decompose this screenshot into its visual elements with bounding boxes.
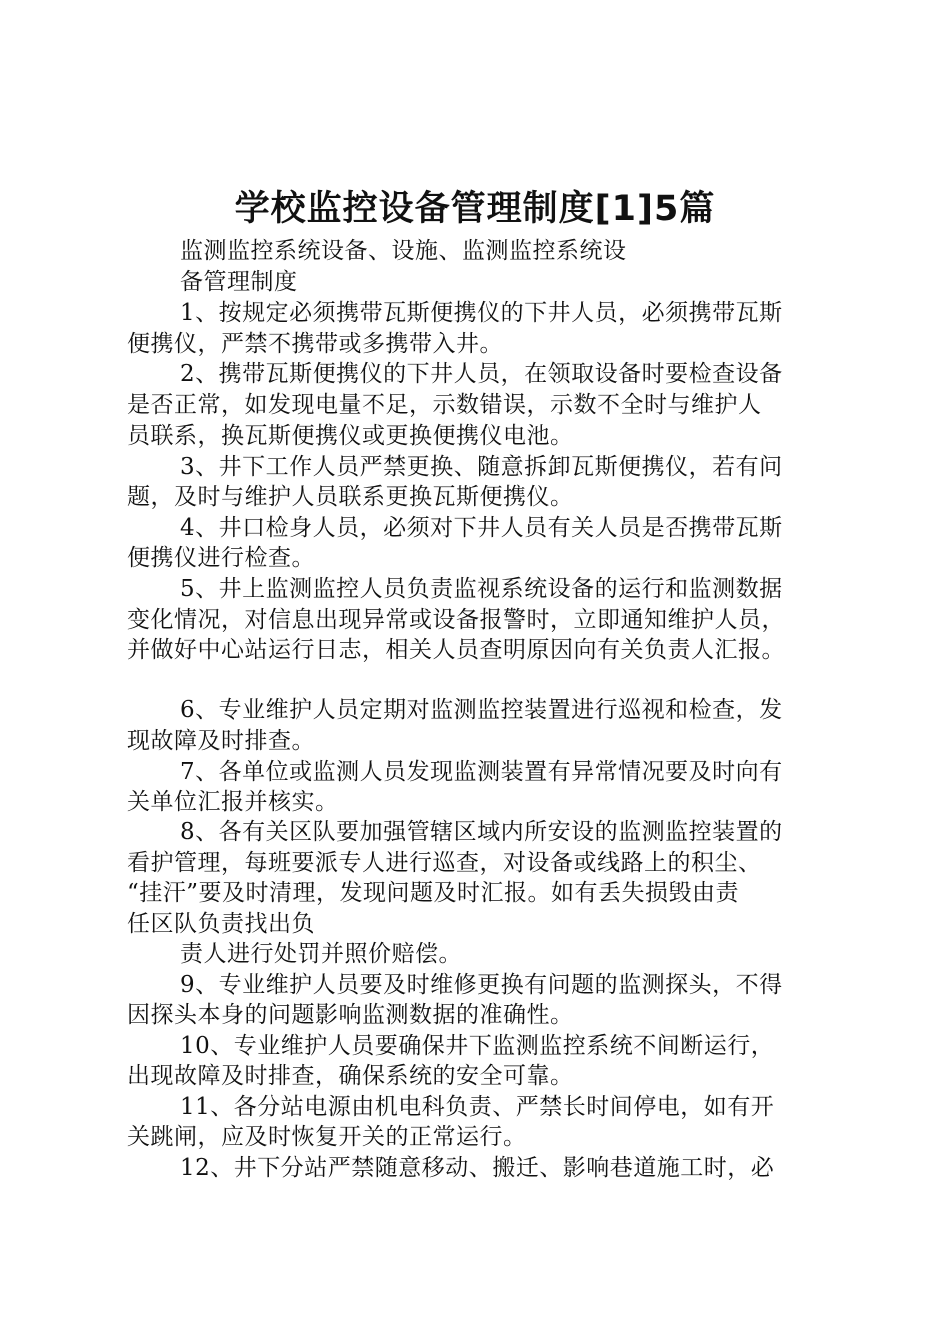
- text-line: 1、按规定必须携带瓦斯便携仪的下井人员，必须携带瓦斯: [180, 300, 783, 326]
- text-line: 12、井下分站严禁随意移动、搬迁、影响巷道施工时，必: [180, 1155, 775, 1181]
- text-line: 2、携带瓦斯便携仪的下井人员，在领取设备时要检查设备: [180, 361, 783, 387]
- text-line: 8、各有关区队要加强管辖区域内所安设的监测监控装置的: [180, 819, 783, 845]
- text-line: 关单位汇报并核实。: [127, 789, 339, 815]
- text-line: 监测监控系统设备、设施、监测监控系统设: [180, 238, 627, 264]
- text-line: 任区队负责找出负: [127, 911, 315, 937]
- text-line: 6、专业维护人员定期对监测监控装置进行巡视和检查，发: [180, 697, 783, 723]
- text-line: 3、井下工作人员严禁更换、随意拆卸瓦斯便携仪，若有问: [180, 454, 783, 480]
- text-line: 责人进行处罚并照价赔偿。: [180, 941, 462, 967]
- text-line: 9、专业维护人员要及时维修更换有问题的监测探头，不得: [180, 972, 783, 998]
- text-line: 现故障及时排查。: [127, 728, 315, 754]
- text-line: 便携仪进行检查。: [127, 545, 315, 571]
- text-line: 因探头本身的问题影响监测数据的准确性。: [127, 1002, 574, 1028]
- text-line: 11、各分站电源由机电科负责、严禁长时间停电，如有开: [180, 1094, 775, 1120]
- text-line: 便携仪，严禁不携带或多携带入井。: [127, 331, 503, 357]
- text-line: 备管理制度: [180, 269, 298, 295]
- text-line: “挂汗”要及时清理，发现问题及时汇报。如有丢失损毁由责: [127, 880, 740, 906]
- text-line: 员联系，换瓦斯便携仪或更换便携仪电池。: [127, 423, 574, 449]
- text-line: 题，及时与维护人员联系更换瓦斯便携仪。: [127, 484, 574, 510]
- text-line: 变化情况，对信息出现异常或设备报警时，立即通知维护人员，: [127, 607, 785, 633]
- text-line: 5、井上监测监控人员负责监视系统设备的运行和监测数据: [180, 576, 783, 602]
- text-line: 出现故障及时排查，确保系统的安全可靠。: [127, 1063, 574, 1089]
- text-line: 看护管理，每班要派专人进行巡查，对设备或线路上的积尘、: [127, 850, 762, 876]
- text-line: 关跳闸，应及时恢复开关的正常运行。: [127, 1124, 527, 1150]
- text-line: 4、井口检身人员，必须对下井人员有关人员是否携带瓦斯: [180, 515, 783, 541]
- text-line: 是否正常，如发现电量不足，示数错误，示数不全时与维护人: [127, 392, 762, 418]
- text-line: 7、各单位或监测人员发现监测装置有异常情况要及时向有: [180, 759, 783, 785]
- text-line: 10、专业维护人员要确保井下监测监控系统不间断运行，: [180, 1033, 775, 1059]
- text-line: 并做好中心站运行日志，相关人员查明原因向有关负责人汇报。: [127, 637, 785, 663]
- page-title: 学校监控设备管理制度[1]5篇: [234, 189, 716, 229]
